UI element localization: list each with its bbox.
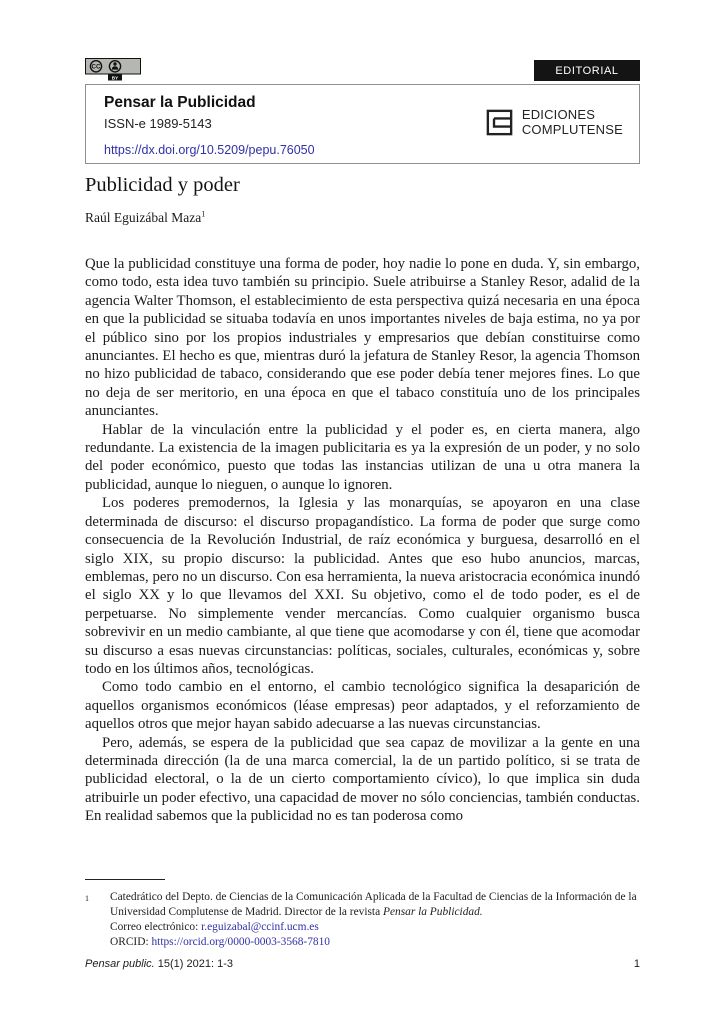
journal-title: Pensar la Publicidad <box>104 94 256 111</box>
footnote <box>85 890 642 950</box>
cc-text: CC <box>91 63 101 71</box>
doi-link[interactable]: https://dx.doi.org/10.5209/pepu.76050 <box>104 143 315 157</box>
publisher-name-line1: EDICIONES <box>521 107 596 122</box>
journal-issn: ISSN-e 1989-5143 <box>104 116 212 131</box>
article-title: Publicidad y poder <box>85 174 240 196</box>
paragraph: Los poderes premodernos, la Iglesia y las monarquías, se apoyaron en una clase determinada de discurso: el discurso propagandístico. La forma de poder que surge como consecuencia de la Revolución Industrial, de raíz económica y burguesa, desarrolló en el siglo XIX, su propio discurso: la publicidad. Antes que eso hubo anuncios, marcas, emblemas, pero no un discurso. Con esa herramienta, la nueva aristocracia económica inundó el siglo XX y lo que llevamos del XXI. Su objetivo, como el de todo poder, es el de perpetuarse. No simplemente vender mercancías. Como cualquier organismo busca sobrevivir en un medio cambiante, al que tiene que acomodarse y con él, tiene que acomodar su discurso a esas nuevas circunstancias: políticas, sociales, culturales, económicas y, sobre todo en los últimos años, tecnológicas. <box>85 495 640 677</box>
ediciones-complutense-logo-icon <box>486 109 513 136</box>
footnote-text: Catedrático del Depto. de Ciencias de la Comunicación Aplicada de la Facultad de Ciencias de la Información de la Universidad Complutense de Madrid. Director de la revista <box>110 891 637 918</box>
journal-abbreviation: Pensar public. <box>85 958 155 970</box>
editorial-badge-label: EDITORIAL <box>555 64 619 77</box>
author-footnote-ref: 1 <box>201 209 206 219</box>
footnote-orcid-line <box>110 935 642 950</box>
publisher-name <box>522 107 623 137</box>
page-footer <box>85 958 640 970</box>
cc-by-license-badge <box>85 58 141 81</box>
by-text: BY <box>111 75 119 81</box>
publisher-name-line2: COMPLUTENSE <box>521 122 623 137</box>
article-body <box>85 255 640 826</box>
footnote-journal-name: Pensar la Publicidad. <box>382 906 483 918</box>
cc-by-icon <box>85 58 141 81</box>
orcid-label: ORCID: <box>110 936 152 948</box>
author-name: Raúl Eguizábal Maza <box>85 210 202 225</box>
paragraph: Pero, además, se espera de la publicidad que sea capaz de movilizar a la gente en una determinada dirección (la de una marca comercial, la de un partido político, si se trata de publicidad electoral, o la de un cierto comportamiento cívico), lo que implica sin duda atribuirle un poder efectivo, una capacidad de mover no sólo conciencias, también conductas. En realidad sabemos que la publicidad no es tan poderosa como <box>85 734 640 825</box>
orcid-link[interactable]: https://orcid.org/0000-0003-3568-7810 <box>151 936 330 948</box>
paragraph: Que la publicidad constituye una forma de poder, hoy nadie lo pone en duda. Y, sin embargo, como todo, esta idea tuvo también su principio. Suele atribuirse a Stanley Resor, adalid de la agencia Walter Thomson, el establecimiento de esta perspectiva quizá necesaria en una época en que la publicidad se situaba todavía en unos importantes niveles de baja estima, no ya por el público sino por los propios industriales y empresarios que debían constituirse como anunciantes. El hecho es que, mientras duró la jefatura de Stanley Resor, la agencia Thomson no hizo publicidad de tabaco, considerando que ese poder debía tener mejores fines. Lo que no deja de ser meritorio, en una época en que el tabaco constituía uno de los principales anunciantes. <box>85 256 640 420</box>
journal-issue-info: 15(1) 2021: 1-3 <box>154 958 233 970</box>
email-link[interactable]: r.eguizabal@ccinf.ucm.es <box>201 921 319 933</box>
footnote-separator <box>85 879 165 880</box>
journal-reference <box>85 958 233 970</box>
paragraph: Hablar de la vinculación entre la publicidad y el poder es, en cierta manera, algo redundante. La existencia de la imagen publicitaria es ya la expresión de un poder, y no solo del poder económico, puesto que todas las instancias utilizan de una u otra manera la publicidad, aunque lo nieguen, o aunque lo ignoren. <box>85 421 640 493</box>
page-number: 1 <box>633 958 640 970</box>
paragraph: Como todo cambio en el entorno, el cambio tecnológico significa la desaparición de aquellos organismos económicos (léase empresas) peor adaptados, y el reforzamiento de aquellos otros que mejor hayan sabido adecuarse a las nuevas circunstancias. <box>85 679 640 733</box>
footnote-marker: 1 <box>85 894 89 903</box>
publisher-block <box>486 107 623 137</box>
editorial-category-badge <box>534 60 640 81</box>
footnote-email-line <box>110 920 642 935</box>
article-author <box>85 210 640 226</box>
journal-header-box <box>85 84 640 164</box>
email-label: Correo electrónico: <box>110 921 202 933</box>
